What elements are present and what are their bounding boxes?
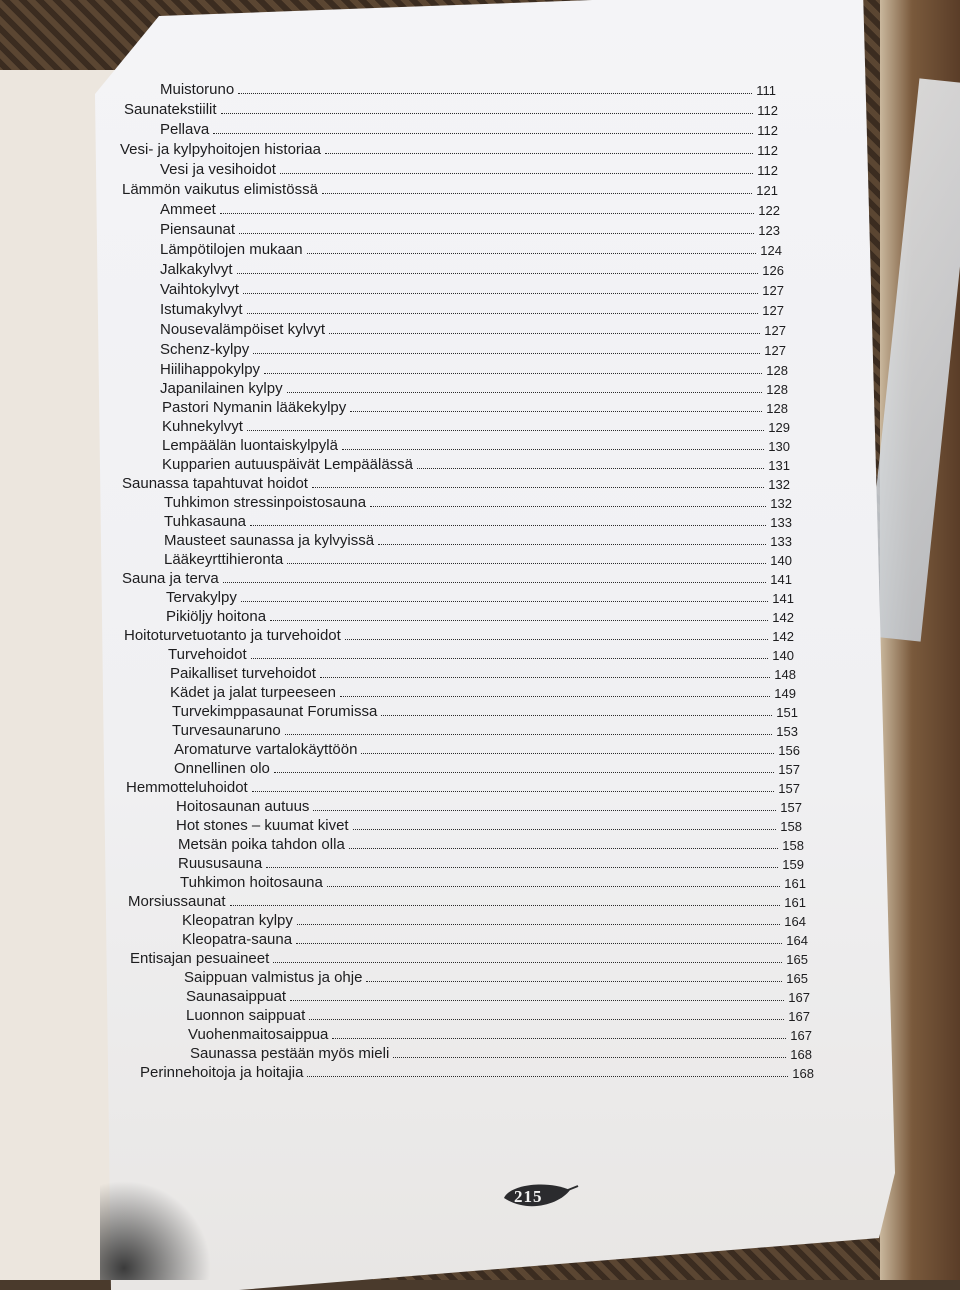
- toc-entry: [126, 776, 800, 796]
- toc-entry: [120, 138, 778, 158]
- toc-entry: [122, 472, 790, 492]
- entry-title: Vaihtokylvyt: [160, 281, 239, 298]
- entry-page: 121: [756, 183, 778, 198]
- leader-dots: [378, 544, 766, 545]
- entry-page: 157: [780, 800, 802, 815]
- toc-entry: [178, 852, 804, 872]
- entry-title: Piensaunat: [160, 221, 236, 238]
- leader-dots: [327, 886, 780, 887]
- entry-title: Vesi- ja kylpyhoitojen historiaa: [120, 141, 321, 158]
- leader-dots: [313, 810, 776, 811]
- leader-dots: [230, 905, 781, 906]
- entry-page: 165: [786, 952, 808, 967]
- entry-title: Sauna ja terva: [122, 570, 219, 587]
- entry-title: Ammeet: [160, 201, 216, 218]
- leader-dots: [239, 233, 754, 234]
- entry-page: 158: [780, 819, 802, 834]
- entry-page: 148: [774, 667, 796, 682]
- toc-entry: [164, 510, 792, 530]
- entry-page: 128: [766, 401, 788, 416]
- toc-entry: [162, 434, 790, 454]
- leader-dots: [250, 525, 766, 526]
- toc-entry: [164, 491, 792, 511]
- leader-dots: [285, 734, 773, 735]
- entry-page: 127: [764, 343, 786, 358]
- entry-title: Metsän poika tahdon olla: [178, 836, 345, 853]
- entry-page: 167: [790, 1028, 812, 1043]
- toc-entry: [160, 318, 786, 338]
- leader-dots: [342, 449, 764, 450]
- entry-page: 157: [778, 781, 800, 796]
- entry-page: 158: [782, 838, 804, 853]
- entry-page: 128: [766, 382, 788, 397]
- entry-title: Morsiussaunat: [128, 893, 226, 910]
- entry-page: 153: [776, 724, 798, 739]
- toc-entry: [168, 643, 794, 663]
- toc-entry: [164, 548, 792, 568]
- entry-page: 168: [790, 1047, 812, 1062]
- entry-page: 159: [782, 857, 804, 872]
- entry-title: Kuhnekylvyt: [162, 418, 243, 435]
- toc-entry: [128, 890, 806, 910]
- leader-dots: [247, 430, 764, 431]
- leader-dots: [296, 943, 782, 944]
- toc-entry: [160, 218, 780, 238]
- leader-dots: [309, 1019, 784, 1020]
- toc-entry: [160, 198, 780, 218]
- entry-title: Pellava: [160, 121, 210, 138]
- toc-entry: [180, 871, 806, 891]
- leader-dots: [253, 353, 760, 354]
- leader-dots: [220, 213, 754, 214]
- entry-page: 161: [784, 895, 806, 910]
- toc-entry: [122, 178, 778, 198]
- entry-page: 142: [772, 610, 794, 625]
- leader-dots: [393, 1057, 786, 1058]
- entry-page: 142: [772, 629, 794, 644]
- leader-dots: [274, 772, 774, 773]
- toc-entry: [182, 909, 806, 929]
- toc-entry: [162, 396, 788, 416]
- entry-title: Muistoruno: [160, 81, 235, 98]
- entry-title: Kleopatra-sauna: [182, 931, 293, 948]
- entry-page: 164: [784, 914, 806, 929]
- leader-dots: [221, 113, 754, 114]
- entry-title: Kupparien autuuspäivät Lempäälässä: [162, 456, 414, 473]
- leader-dots: [251, 658, 769, 659]
- leader-dots: [361, 753, 774, 754]
- entry-page: 167: [788, 990, 810, 1005]
- toc-entry: [160, 238, 782, 258]
- entry-title: Schenz-kylpy: [160, 341, 250, 358]
- leader-dots: [297, 924, 780, 925]
- entry-title: Onnellinen olo: [174, 760, 270, 777]
- leader-dots: [247, 313, 759, 314]
- toc-entry: [160, 298, 784, 318]
- leader-dots: [266, 867, 778, 868]
- toc-entry: [160, 278, 784, 298]
- leader-dots: [241, 601, 768, 602]
- entry-page: 130: [768, 439, 790, 454]
- leader-dots: [270, 620, 768, 621]
- entry-title: Hoitosaunan autuus: [176, 798, 310, 815]
- entry-title: Tuhkimon stressinpoistosauna: [164, 494, 367, 511]
- entry-title: Perinnehoitoja ja hoitajia: [140, 1064, 304, 1081]
- leader-dots: [381, 715, 772, 716]
- entry-page: 127: [764, 323, 786, 338]
- entry-title: Saunassa pestään myös mieli: [190, 1045, 390, 1062]
- entry-title: Hiilihappokylpy: [160, 361, 261, 378]
- entry-title: Paikalliset turvehoidot: [170, 665, 316, 682]
- leader-dots: [287, 392, 763, 393]
- leader-dots: [213, 133, 753, 134]
- entry-page: 140: [770, 553, 792, 568]
- entry-title: Nousevalämpöiset kylvyt: [160, 321, 326, 338]
- leader-dots: [340, 696, 770, 697]
- leader-dots: [332, 1038, 786, 1039]
- toc-entry: [124, 98, 778, 118]
- leader-dots: [280, 173, 753, 174]
- toc-entry: [124, 624, 794, 644]
- entry-page: 111: [756, 83, 776, 98]
- toc-entry: [190, 1042, 812, 1062]
- thumb-shadow: [100, 1160, 220, 1280]
- toc-entry: [160, 377, 788, 397]
- toc-entry: [166, 605, 794, 625]
- leader-dots: [320, 677, 770, 678]
- entry-title: Hoitoturvetuotanto ja turvehoidot: [124, 627, 341, 644]
- toc-entry: [160, 358, 788, 378]
- entry-title: Turvesaunaruno: [172, 722, 281, 739]
- entry-page: 112: [757, 123, 778, 138]
- entry-page: 164: [786, 933, 808, 948]
- entry-title: Mausteet saunassa ja kylvyissä: [164, 532, 375, 549]
- entry-page: 132: [770, 496, 792, 511]
- entry-page: 168: [792, 1066, 814, 1081]
- entry-page: 127: [762, 283, 784, 298]
- entry-page: 126: [762, 263, 784, 278]
- entry-title: Lempäälän luontaiskylpylä: [162, 437, 338, 454]
- toc-entry: [172, 719, 798, 739]
- entry-page: 157: [778, 762, 800, 777]
- entry-title: Saunatekstiilit: [124, 101, 217, 118]
- entry-title: Saunassa tapahtuvat hoidot: [122, 475, 308, 492]
- toc-entry: [184, 966, 808, 986]
- toc-entry: [178, 833, 804, 853]
- entry-title: Lämmön vaikutus elimistössä: [122, 181, 318, 198]
- entry-title: Jalkakylvyt: [160, 261, 233, 278]
- leader-dots: [322, 193, 752, 194]
- entry-page: 112: [757, 103, 778, 118]
- toc-entry: [160, 258, 784, 278]
- leader-dots: [345, 639, 768, 640]
- leader-dots: [325, 153, 753, 154]
- entry-title: Istumakylvyt: [160, 301, 243, 318]
- entry-title: Lämpötilojen mukaan: [160, 241, 303, 258]
- toc-entry: [174, 757, 800, 777]
- entry-title: Vesi ja vesihoidot: [160, 161, 276, 178]
- entry-page: 123: [758, 223, 780, 238]
- leader-dots: [307, 1076, 788, 1077]
- toc-entry: [162, 453, 790, 473]
- toc-entry: [160, 158, 778, 178]
- entry-title: Tuhkasauna: [164, 513, 247, 530]
- page-number-badge: [500, 1180, 580, 1214]
- toc-entry: [174, 738, 800, 758]
- leader-dots: [350, 411, 762, 412]
- leader-dots: [223, 582, 767, 583]
- entry-title: Japanilainen kylpy: [160, 380, 283, 397]
- entry-title: Turvekimppasaunat Forumissa: [172, 703, 378, 720]
- entry-page: 133: [770, 515, 792, 530]
- entry-title: Kleopatran kylpy: [182, 912, 293, 929]
- toc-entry: [182, 928, 808, 948]
- leader-dots: [312, 487, 764, 488]
- entry-page: 112: [757, 163, 778, 178]
- toc-entry: [188, 1023, 812, 1043]
- entry-title: Lääkeyrttihieronta: [164, 551, 284, 568]
- entry-page: 131: [768, 458, 790, 473]
- entry-title: Hot stones – kuumat kivet: [176, 817, 349, 834]
- toc-entry: [170, 662, 796, 682]
- toc-entry: [140, 1061, 814, 1081]
- entry-page: 127: [762, 303, 784, 318]
- toc-entry: [172, 700, 798, 720]
- leader-dots: [243, 293, 758, 294]
- entry-title: Tuhkimon hoitosauna: [180, 874, 323, 891]
- page-number: 215: [514, 1187, 543, 1206]
- entry-page: 165: [786, 971, 808, 986]
- entry-title: Saippuan valmistus ja ohje: [184, 969, 363, 986]
- entry-title: Vuohenmaitosaippua: [188, 1026, 329, 1043]
- leader-dots: [366, 981, 782, 982]
- leader-dots: [349, 848, 779, 849]
- entry-title: Turvehoidot: [168, 646, 247, 663]
- leader-dots: [370, 506, 766, 507]
- entry-title: Ruususauna: [178, 855, 263, 872]
- toc-entry: [176, 795, 802, 815]
- toc-entry: [160, 78, 776, 98]
- entry-page: 140: [772, 648, 794, 663]
- toc-entry: [186, 1004, 810, 1024]
- entry-title: Hemmotteluhoidot: [126, 779, 248, 796]
- toc-entry: [176, 814, 802, 834]
- entry-page: 161: [784, 876, 806, 891]
- entry-page: 132: [768, 477, 790, 492]
- entry-page: 149: [774, 686, 796, 701]
- toc-entry: [186, 985, 810, 1005]
- toc-entry: [166, 586, 794, 606]
- leader-dots: [417, 468, 764, 469]
- entry-title: Saunasaippuat: [186, 988, 287, 1005]
- toc-entry: [160, 338, 786, 358]
- entry-page: 141: [772, 591, 794, 606]
- toc-entry: [122, 567, 792, 587]
- leader-dots: [252, 791, 775, 792]
- entry-title: Luonnon saippuat: [186, 1007, 306, 1024]
- entry-page: 129: [768, 420, 790, 435]
- entry-title: Pastori Nymanin lääkekylpy: [162, 399, 347, 416]
- toc-entry: [164, 529, 792, 549]
- entry-page: 128: [766, 363, 788, 378]
- entry-page: 122: [758, 203, 780, 218]
- entry-title: Aromaturve vartalokäyttöön: [174, 741, 358, 758]
- entry-title: Entisajan pesuaineet: [130, 950, 270, 967]
- entry-page: 124: [760, 243, 782, 258]
- leader-dots: [287, 563, 766, 564]
- leader-dots: [238, 93, 752, 94]
- entry-title: Pikiöljy hoitona: [166, 608, 267, 625]
- entry-title: Tervakylpy: [166, 589, 237, 606]
- toc-entry: [130, 947, 808, 967]
- entry-title: Kädet ja jalat turpeeseen: [170, 684, 336, 701]
- leader-dots: [264, 373, 762, 374]
- leader-dots: [273, 962, 782, 963]
- leader-dots: [353, 829, 777, 830]
- entry-page: 133: [770, 534, 792, 549]
- entry-page: 156: [778, 743, 800, 758]
- leader-dots: [237, 273, 759, 274]
- toc-entry: [170, 681, 796, 701]
- toc-entry: [162, 415, 790, 435]
- entry-page: 151: [776, 705, 798, 720]
- leader-dots: [307, 253, 757, 254]
- leader-dots: [329, 333, 760, 334]
- entry-page: 167: [788, 1009, 810, 1024]
- entry-page: 112: [757, 143, 778, 158]
- toc-entry: [160, 118, 778, 138]
- entry-page: 141: [770, 572, 792, 587]
- leader-dots: [290, 1000, 784, 1001]
